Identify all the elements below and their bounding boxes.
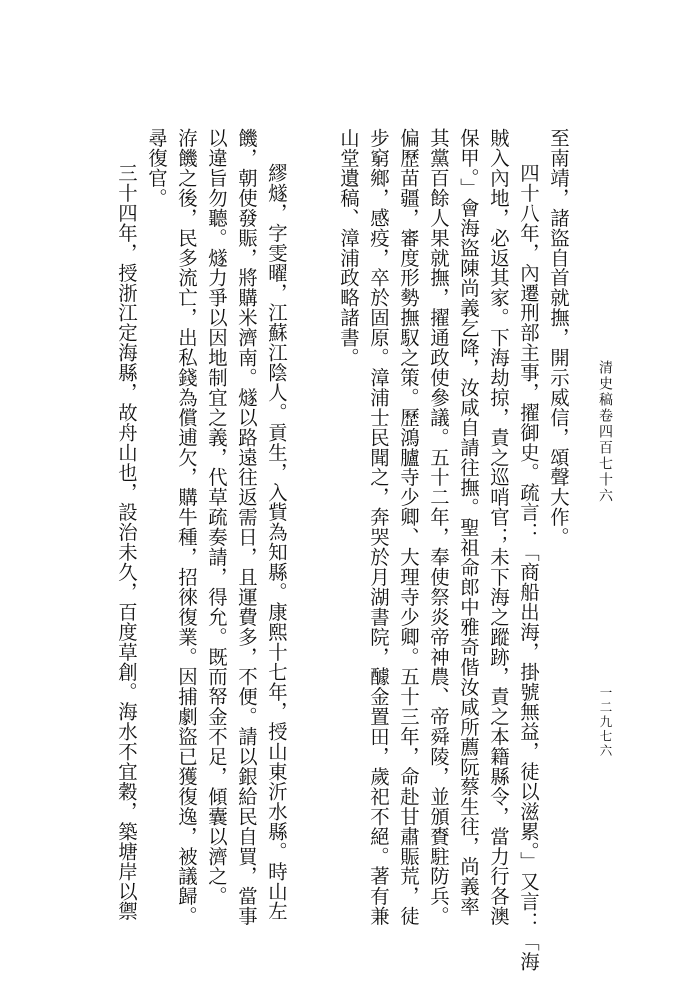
text-column-6: 偏歷苗疆，審度形勢撫馭之策。歷鴻臚寺少卿、大理寺少卿。五十三年，命赴甘肅賑荒，徒 [397,128,420,926]
text-column-9: 繆燧，字雯曜，江蘇江陰人。貢生，入貲為知縣。康熙十七年，授山東沂水縣。時山左 [265,163,288,922]
text-column-2: 四十八年，內遷刑部主事，擢御史。疏言：「商船出海，掛號無益，徒以滋累。」又言：「海 [517,163,540,972]
text-column-7: 步窮鄉，感疫，卒於固原。漳浦士民聞之，奔哭於月湖書院，醵金置田，歲祀不絕。著有兼 [367,128,390,926]
text-column-13: 尋復官。 [145,128,168,208]
text-column-8: 山堂遺稿、漳浦政略諸書。 [337,128,360,368]
text-column-14: 三十四年，授浙江定海縣，故舟山也，設治未久，百度草創。海水不宜穀，築塘岸以禦 [115,163,138,922]
text-column-12: 洊饑之後，民多流亡，出私錢為償逋欠，購牛種，招徠復業。因捕劇盜已獲復逸，被議歸。 [175,128,198,926]
text-column-4: 保甲。」會海盜陳尚義乞降，汝咸自請往撫。聖祖命郎中雅奇偕汝咸所薦阮蔡生往，尚義率 [457,128,480,917]
text-column-5: 其黨百餘人果就撫，擢通政使參議。五十二年，奉使祭炎帝神農、帝舜陵，並頒賚駐防兵。 [427,128,450,926]
text-column-11: 以違旨勿聽。燧力爭以因地制宜之義，代草疏奏請，得允。既而帑金不足，傾囊以濟之。 [205,128,228,907]
text-column-10: 饑，朝使發賑，將購米濟南。燧以路遠往返需日，且運費多，不便。請以銀給民自買，當事 [235,128,258,926]
text-column-1: 至南靖，諸盜自首就撫，開示威信，頌聲大作。 [547,128,570,547]
running-title: 清史稿卷四百七十六 [597,360,613,504]
page-number: 一二九七六 [598,686,613,759]
text-column-3: 賊入內地，必返其家。下海劫掠，責之巡哨官；未下海之蹤跡，責之本籍縣令，當力行各澳 [487,128,510,926]
